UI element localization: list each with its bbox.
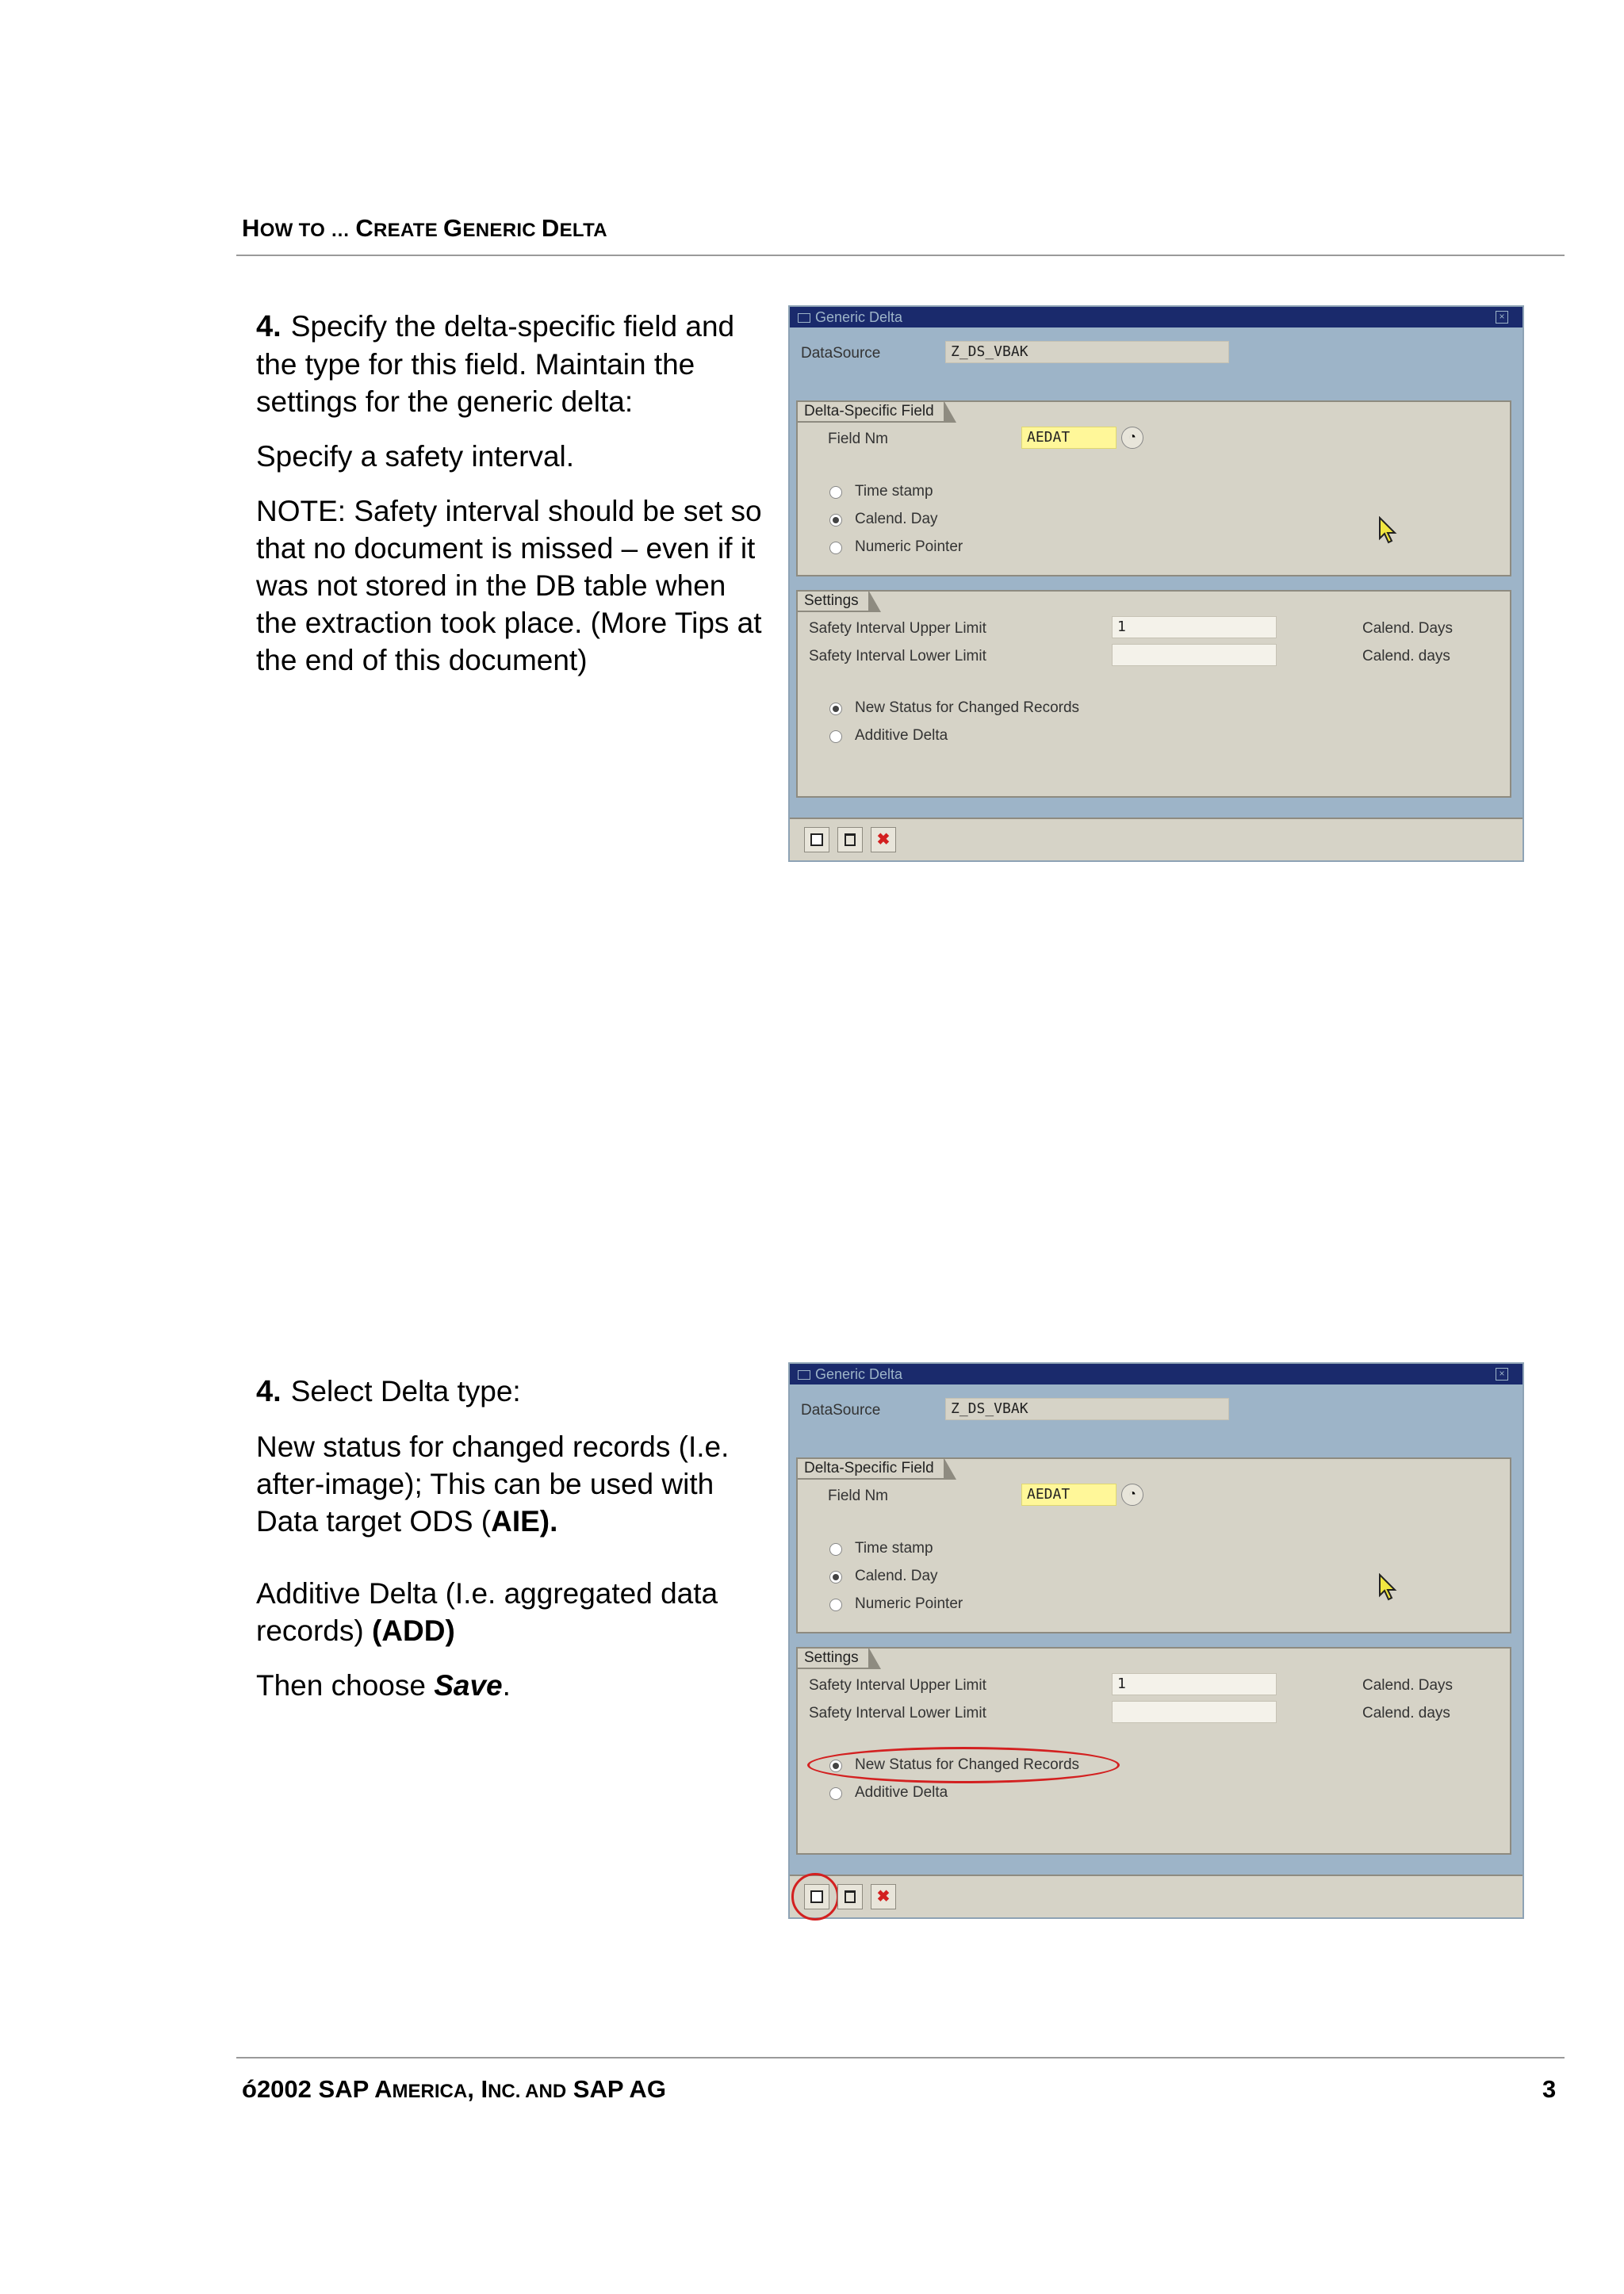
generic-delta-dialog-1 bbox=[788, 305, 1524, 862]
close-icon[interactable]: × bbox=[1496, 311, 1508, 324]
new-status-highlight-ellipse bbox=[807, 1747, 1120, 1783]
radio-new-status[interactable] bbox=[829, 703, 842, 715]
radio-additive[interactable] bbox=[829, 730, 842, 743]
lower-limit-unit: Calend. days bbox=[1362, 648, 1450, 664]
footer-rule bbox=[236, 2057, 1565, 2058]
search-help-icon[interactable]: ◔ bbox=[1121, 427, 1143, 449]
cancel-button[interactable] bbox=[871, 1884, 896, 1909]
save-button[interactable] bbox=[804, 827, 829, 852]
delete-button[interactable] bbox=[837, 827, 863, 852]
upper-limit-input[interactable]: 1 bbox=[1112, 1673, 1277, 1695]
field-nm-label: Field Nm bbox=[828, 431, 889, 447]
step-2-text: 4. Select Delta type: New status for changed records (I.e. after-image); This can be used with Data target ODS (AIE). Additive Delta (I.e. aggregated data records) (ADD) Then choose Save. bbox=[256, 1375, 730, 1702]
datasource-field[interactable]: Z_DS_VBAK bbox=[945, 1398, 1229, 1420]
radio-timestamp-label: Time stamp bbox=[855, 1540, 933, 1557]
lower-limit-label: Safety Interval Lower Limit bbox=[809, 1705, 986, 1721]
radio-numeric-label: Numeric Pointer bbox=[855, 1595, 963, 1612]
trash-icon bbox=[845, 833, 856, 846]
lower-limit-input[interactable] bbox=[1112, 1701, 1277, 1723]
upper-limit-label: Safety Interval Upper Limit bbox=[809, 1677, 986, 1694]
generic-delta-dialog-2 bbox=[788, 1362, 1524, 1919]
settings-group bbox=[796, 1647, 1511, 1855]
close-icon[interactable]: × bbox=[1496, 1368, 1508, 1381]
delete-button[interactable] bbox=[837, 1884, 863, 1909]
radio-additive-label: Additive Delta bbox=[855, 727, 948, 744]
cancel-icon: ✖ bbox=[876, 831, 891, 848]
delta-specific-group-title: Delta-Specific Field bbox=[796, 1457, 944, 1480]
dialog-toolbar bbox=[790, 1875, 1522, 1917]
header-rule bbox=[236, 255, 1565, 256]
page-number: 3 bbox=[1542, 2075, 1557, 2103]
radio-new-status-label: New Status for Changed Records bbox=[855, 699, 1080, 716]
delta-specific-group bbox=[796, 1457, 1511, 1633]
settings-group bbox=[796, 590, 1511, 798]
search-help-icon[interactable]: ◔ bbox=[1121, 1484, 1143, 1506]
settings-group-title: Settings bbox=[796, 1647, 868, 1669]
radio-additive-label: Additive Delta bbox=[855, 1784, 948, 1801]
radio-timestamp[interactable] bbox=[829, 486, 842, 499]
mouse-cursor-icon bbox=[1378, 1573, 1399, 1602]
trash-icon bbox=[845, 1890, 856, 1903]
radio-new-status-label: New Status for Changed Records bbox=[855, 1756, 1080, 1773]
radio-timestamp[interactable] bbox=[829, 1543, 842, 1556]
lower-limit-label: Safety Interval Lower Limit bbox=[809, 648, 986, 664]
dialog-toolbar bbox=[790, 818, 1522, 860]
radio-additive[interactable] bbox=[829, 1787, 842, 1800]
upper-limit-unit: Calend. Days bbox=[1362, 620, 1454, 637]
save-highlight-circle bbox=[791, 1873, 839, 1921]
upper-limit-label: Safety Interval Upper Limit bbox=[809, 620, 986, 637]
field-nm-input[interactable]: AEDAT bbox=[1021, 427, 1116, 449]
field-nm-label: Field Nm bbox=[828, 1488, 889, 1504]
delta-specific-group-title: Delta-Specific Field bbox=[796, 400, 944, 423]
save-icon bbox=[810, 833, 823, 846]
running-header: HOW TO … CREATE GENERIC DELTA bbox=[242, 214, 607, 242]
upper-limit-input[interactable]: 1 bbox=[1112, 616, 1277, 638]
datasource-label: DataSource bbox=[801, 1402, 881, 1419]
field-nm-input[interactable]: AEDAT bbox=[1021, 1484, 1116, 1506]
cancel-button[interactable] bbox=[871, 827, 896, 852]
step-1-text: 4. Specify the delta-specific field and the type for this field. Maintain the settings for the generic delta: Specify a safety interval. NOTE: Safety interval should be set so that no document is missed – even if it was not stored in the DB table when the extraction took place. (More Tips at the end of this document) bbox=[256, 310, 762, 676]
radio-numeric[interactable] bbox=[829, 1599, 842, 1611]
dialog-title-bar: Generic Delta × bbox=[790, 307, 1522, 327]
radio-calday[interactable] bbox=[829, 1571, 842, 1584]
datasource-field[interactable]: Z_DS_VBAK bbox=[945, 341, 1229, 363]
lower-limit-input[interactable] bbox=[1112, 644, 1277, 666]
window-icon bbox=[798, 1370, 810, 1380]
lower-limit-unit: Calend. days bbox=[1362, 1705, 1450, 1721]
mouse-cursor-icon bbox=[1378, 516, 1399, 545]
radio-calday[interactable] bbox=[829, 514, 842, 527]
radio-calday-label: Calend. Day bbox=[855, 511, 938, 527]
radio-timestamp-label: Time stamp bbox=[855, 483, 933, 500]
upper-limit-unit: Calend. Days bbox=[1362, 1677, 1454, 1694]
settings-group-title: Settings bbox=[796, 590, 868, 612]
dialog-title-bar: Generic Delta × bbox=[790, 1364, 1522, 1384]
radio-numeric[interactable] bbox=[829, 542, 842, 554]
radio-calday-label: Calend. Day bbox=[855, 1568, 938, 1584]
delta-specific-group bbox=[796, 400, 1511, 576]
copyright-footer: ó2002 SAP AMERICA, INC. AND SAP AG bbox=[242, 2075, 666, 2103]
radio-numeric-label: Numeric Pointer bbox=[855, 538, 963, 555]
datasource-label: DataSource bbox=[801, 345, 881, 362]
cancel-icon: ✖ bbox=[876, 1888, 891, 1905]
window-icon bbox=[798, 313, 810, 323]
